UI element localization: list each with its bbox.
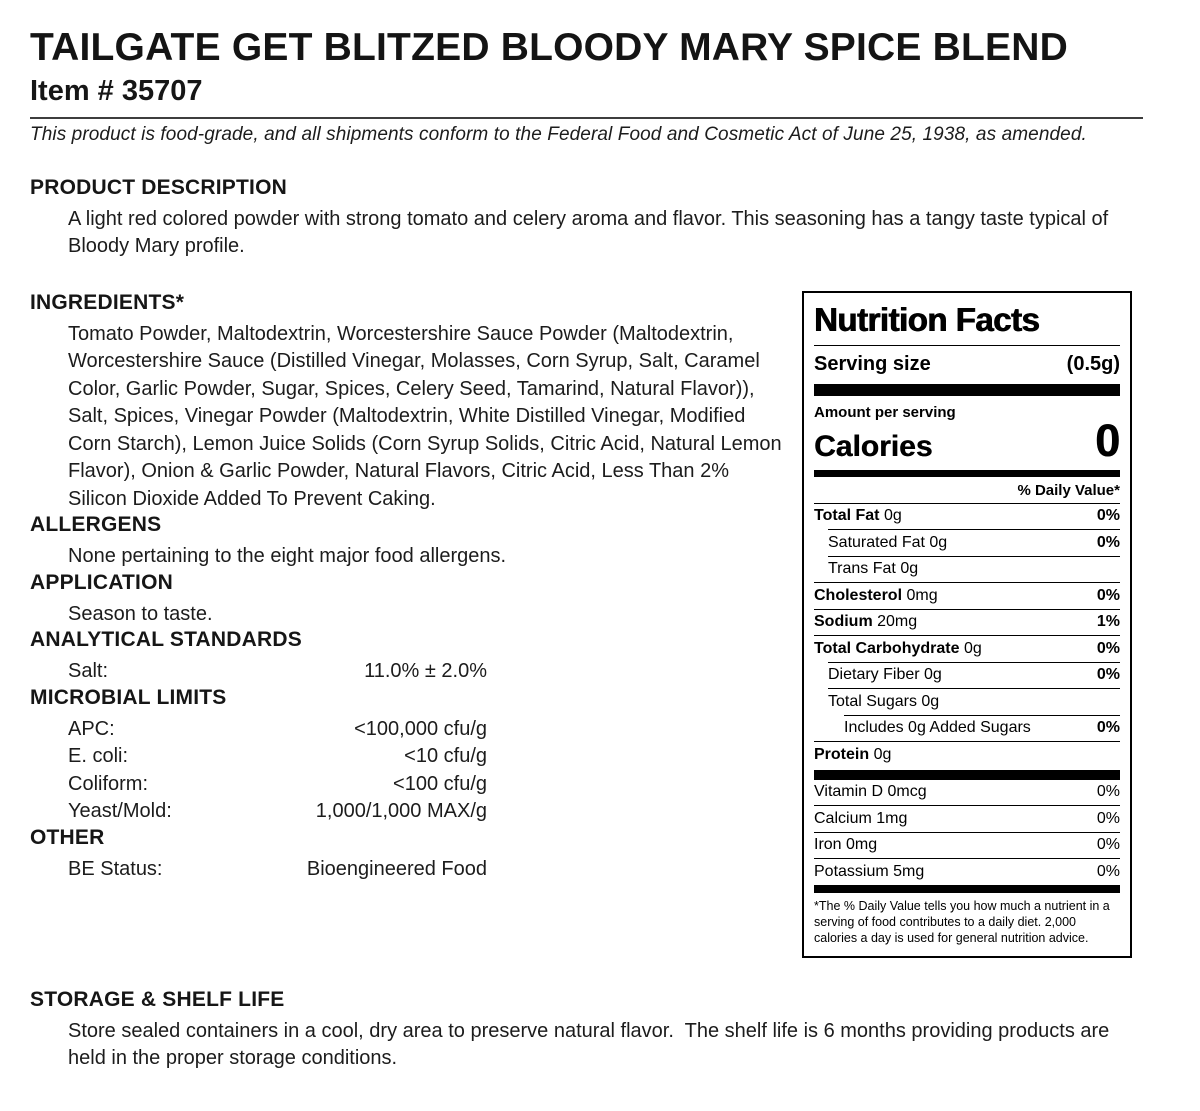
be-status-label: BE Status: (68, 857, 163, 880)
application-heading: APPLICATION (30, 570, 173, 594)
ecoli-label: E. coli: (68, 745, 129, 768)
two-column-area (30, 291, 1170, 958)
thick-divider-bar (814, 384, 1120, 396)
apc-row (68, 716, 487, 744)
nutrient-dv: 0% (1096, 586, 1120, 604)
coliform-row (68, 771, 487, 799)
calories-label: Calories (814, 429, 933, 463)
nutrient-row-total-sugars (828, 688, 1120, 715)
yeast-mold-label: Yeast/Mold: (68, 800, 172, 823)
vitamin-row-vitamin-d (814, 780, 1120, 806)
section-other (30, 826, 802, 884)
nutrient-row-sodium (814, 609, 1120, 636)
allergens-text: None pertaining to the eight major food allergens. (68, 545, 507, 568)
medium-divider-bar (814, 470, 1120, 477)
section-storage (30, 988, 1170, 1073)
nutrient-name: Total Sugars (828, 692, 917, 710)
vitamin-text: Vitamin D 0mcg (814, 783, 927, 801)
product-description-text: A light red colored powder with strong tomato and celery aroma and flavor. This seasoning has a tangy taste typical of Bloody Mary profile. (68, 207, 1114, 258)
vitamin-dv: 0% (1096, 836, 1120, 854)
storage-heading: STORAGE & SHELF LIFE (30, 987, 285, 1011)
product-description-heading: PRODUCT DESCRIPTION (30, 175, 287, 199)
nutrient-name: Protein (814, 745, 870, 763)
nutrient-amount: 0g (873, 745, 892, 763)
nutrient-amount: 0mg (906, 586, 938, 604)
page-title: TAILGATE GET BLITZED BLOODY MARY SPICE BLEND (30, 26, 1068, 69)
nutrient-amount: 20mg (877, 613, 918, 631)
nutrient-dv: 0% (1096, 719, 1120, 737)
nutrient-name: Trans Fat (828, 560, 896, 578)
nutrition-facts-label (802, 291, 1132, 958)
apc-value: <100,000 cfu/g (354, 717, 487, 740)
calories-value: 0 (1094, 414, 1120, 466)
section-analytical-standards (30, 628, 802, 686)
header-divider (30, 117, 1143, 119)
nutrient-amount: 0g (900, 560, 919, 578)
salt-label: Salt: (68, 660, 109, 683)
nutrient-row-dietary-fiber (828, 662, 1120, 689)
nutrient-row-total-fat (814, 503, 1120, 530)
allergens-heading: ALLERGENS (30, 513, 162, 537)
amount-per-serving-label: Amount per serving (814, 403, 956, 421)
vitamin-row-calcium (814, 805, 1120, 832)
be-status-row (68, 856, 487, 884)
nutrient-amount: 0g (929, 533, 948, 551)
vitamin-text: Calcium 1mg (814, 809, 908, 827)
yeast-mold-value: 1,000/1,000 MAX/g (315, 800, 487, 823)
analytical-standards-heading: ANALYTICAL STANDARDS (30, 628, 302, 652)
section-product-description (30, 176, 1170, 261)
nutrient-row-added-sugars (844, 715, 1120, 742)
nutrient-name: Includes 0g Added Sugars (844, 719, 1031, 737)
nutrient-dv: 0% (1096, 666, 1120, 684)
vitamin-text: Iron 0mg (814, 836, 878, 854)
item-number: Item # 35707 (30, 74, 203, 107)
calories-row (814, 414, 1120, 467)
other-heading: OTHER (30, 825, 105, 849)
nutrient-name: Total Fat (814, 507, 880, 525)
document-header (30, 26, 1170, 146)
yeast-mold-row (68, 798, 487, 826)
nutrient-dv: 0% (1096, 533, 1120, 551)
nutrient-row-saturated-fat (828, 529, 1120, 556)
salt-value: 11.0% ± 2.0% (364, 660, 487, 683)
serving-size-label: Serving size (814, 352, 931, 375)
nutrient-name: Sodium (814, 613, 873, 631)
section-microbial-limits (30, 686, 802, 826)
nutrient-row-cholesterol (814, 582, 1120, 609)
ecoli-row (68, 743, 487, 771)
serving-size-value: (0.5g) (1066, 352, 1120, 375)
left-column (30, 291, 802, 884)
daily-value-header: % Daily Value* (1017, 481, 1120, 499)
section-application (30, 571, 802, 629)
vitamin-row-iron (814, 832, 1120, 859)
daily-value-footnote: *The % Daily Value tells you how much a nutrient in a serving of food contributes to a daily diet. 2,000 calories a day is used for general nutrition advice. (814, 898, 1110, 946)
nutrient-dv: 0% (1096, 507, 1120, 525)
nutrient-row-trans-fat (828, 556, 1120, 583)
section-ingredients (30, 291, 802, 514)
serving-size-row (814, 346, 1120, 384)
nutrient-amount: 0g (963, 639, 982, 657)
coliform-value: <100 cfu/g (393, 772, 487, 795)
nutrition-facts-title: Nutrition Facts (814, 299, 1120, 346)
vitamin-dv: 0% (1096, 783, 1120, 801)
thick-divider-bar (814, 885, 1120, 893)
ingredients-heading: INGREDIENTS* (30, 290, 185, 314)
nutrient-name: Saturated Fat (828, 533, 925, 551)
microbial-limits-heading: MICROBIAL LIMITS (30, 685, 227, 709)
nutrient-amount: 0g (921, 692, 940, 710)
nutrient-row-protein (814, 741, 1120, 768)
nutrient-name: Dietary Fiber (828, 666, 920, 684)
nutrient-row-total-carbohydrate (814, 635, 1120, 662)
be-status-value: Bioengineered Food (306, 857, 487, 880)
ecoli-value: <10 cfu/g (404, 745, 487, 768)
nutrient-dv: 0% (1096, 639, 1120, 657)
section-allergens (30, 513, 802, 571)
vitamin-row-potassium (814, 858, 1120, 885)
nutrient-amount: 0g (883, 507, 902, 525)
application-text: Season to taste. (68, 602, 213, 625)
vitamin-dv: 0% (1096, 809, 1120, 827)
nutrient-dv: 1% (1096, 613, 1120, 631)
ingredients-text: Tomato Powder, Maltodextrin, Worcestershire Sauce Powder (Maltodextrin, Worcestershire Sauce (Distilled Vinegar, Molasses, Corn Syrup, Salt, Caramel Color, Garlic Powder, Sugar, Spices, Celery Seed, Tamarind, Natural Flavor)), Salt, Spices, Vinegar Powder (Maltodextrin, White Distilled Vinegar, Modified Corn Starch), Lemon Juice Solids (Corn Syrup Solids, Citric Acid, Natural Lemon Flavor), Onion & Garlic Powder, Natural Flavors, Citric Acid, Less Than 2% Silicon Dioxide Added To Prevent Caking. (68, 322, 788, 510)
salt-row (68, 658, 487, 686)
storage-text: Store sealed containers in a cool, dry area to preserve natural flavor. The shelf life is 6 months providing products are held in the proper storage conditions. (68, 1019, 1115, 1070)
vitamin-dv: 0% (1096, 862, 1120, 880)
apc-label: APC: (68, 717, 115, 740)
nutrient-amount: 0g (924, 666, 942, 684)
coliform-label: Coliform: (68, 772, 149, 795)
thick-divider-bar (814, 770, 1120, 780)
nutrient-name: Total Carbohydrate (814, 639, 960, 657)
disclaimer-text: This product is food-grade, and all shipments conform to the Federal Food and Cosmetic Act of June 25, 1938, as amended. (30, 123, 1087, 145)
vitamin-text: Potassium 5mg (814, 862, 925, 880)
nutrient-name: Cholesterol (814, 586, 903, 604)
